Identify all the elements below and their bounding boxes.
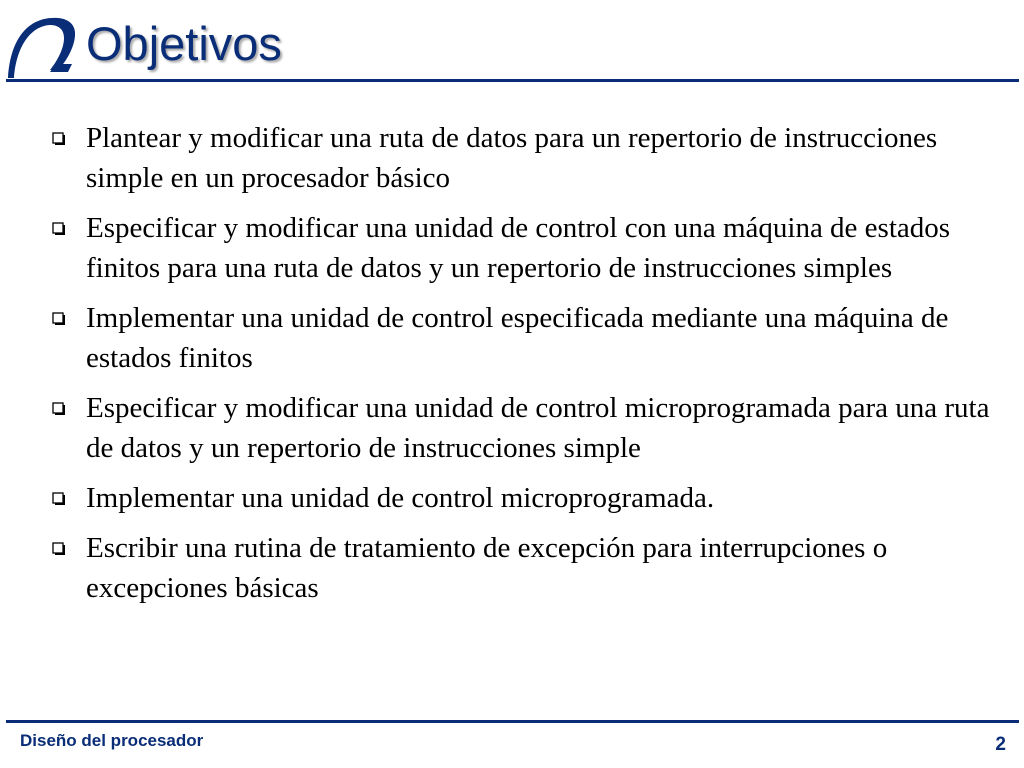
objective-text: Plantear y modificar una ruta de datos para un repertorio de instrucciones simple en un procesador básico xyxy=(86,122,938,194)
list-item xyxy=(48,528,1008,608)
footer-divider xyxy=(6,720,1019,723)
hollow-square-bullet-icon xyxy=(52,542,66,556)
objective-text: Implementar una unidad de control microprogramada. xyxy=(86,482,715,514)
slide-title: Objetivos xyxy=(86,17,282,70)
footer-title: Diseño del procesador xyxy=(20,731,204,750)
objective-text: Especificar y modificar una unidad de control microprogramada para una ruta de datos y un repertorio de instrucciones simple xyxy=(86,392,990,464)
hollow-square-bullet-icon xyxy=(52,492,66,506)
list-item xyxy=(48,298,1008,378)
hollow-square-bullet-icon xyxy=(52,402,66,416)
list-item xyxy=(48,388,1008,468)
title-divider xyxy=(6,79,1019,82)
hollow-square-bullet-icon xyxy=(52,222,66,236)
list-item xyxy=(48,118,1008,198)
objective-text: Especificar y modificar una unidad de control con una máquina de estados finitos para una ruta de datos y un repertorio de instrucciones simples xyxy=(86,212,951,284)
hollow-square-bullet-icon xyxy=(52,312,66,326)
objective-text: Escribir una rutina de tratamiento de excepción para interrupciones o excepciones básicas xyxy=(86,532,888,604)
logo-swoosh-icon xyxy=(6,12,78,80)
list-item xyxy=(48,208,1008,288)
objectives-list xyxy=(48,118,1008,618)
hollow-square-bullet-icon xyxy=(52,132,66,146)
page-number: 2 xyxy=(995,734,1006,755)
objective-text: Implementar una unidad de control especificada mediante una máquina de estados finitos xyxy=(86,302,949,374)
list-item xyxy=(48,478,1008,518)
